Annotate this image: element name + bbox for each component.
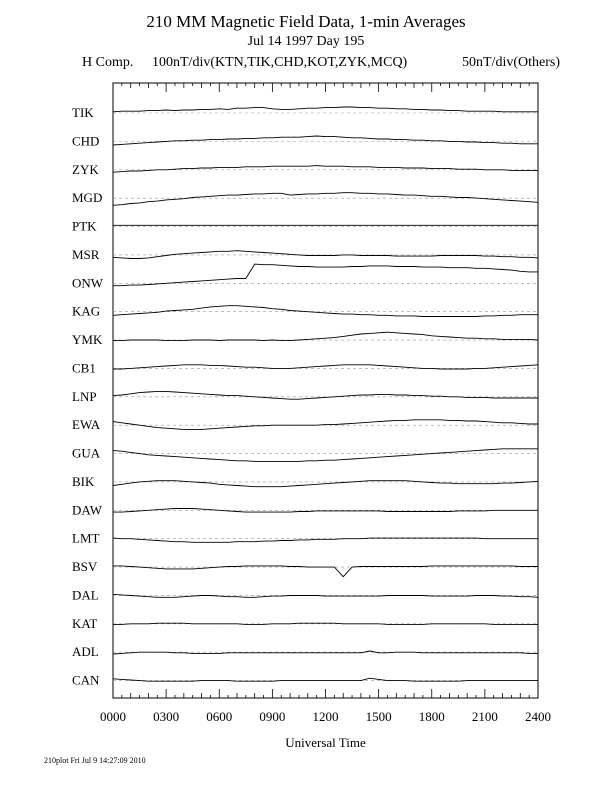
station-label-ptk: PTK [72,218,97,234]
scale-label-primary: 100nT/div(KTN,TIK,CHD,KOT,ZYK,MCQ) [152,55,408,70]
station-label-kat: KAT [72,615,98,631]
chart-subtitle: Jul 14 1997 Day 195 [247,34,365,49]
x-tick-label: 1800 [418,709,445,724]
component-label: H Comp. [82,55,134,70]
series-line-onw [113,264,538,286]
series-line-ymk [113,332,538,340]
station-label-adl: ADL [72,644,99,660]
station-label-ewa: EWA [72,417,101,433]
x-tick-label: 2400 [525,709,551,724]
footer-stamp: 210plot Fri Jul 9 14:27:09 2010 [44,756,146,765]
station-label-lnp: LNP [72,388,97,404]
series-line-bsv [113,566,538,577]
series-line-dal [113,594,538,597]
station-label-ymk: YMK [72,332,103,348]
station-label-cb1: CB1 [72,360,96,376]
station-label-chd: CHD [72,133,100,149]
station-label-bsv: BSV [72,559,98,575]
series-line-lnp [113,391,538,399]
series-line-mgd [113,193,538,206]
station-label-bik: BIK [72,473,95,489]
scale-label-secondary: 50nT/div(Others) [462,55,560,70]
plot-frame [113,83,538,698]
series-line-can [113,678,538,681]
station-label-zyk: ZYK [72,161,99,177]
series-line-bik [113,481,538,487]
station-label-msr: MSR [72,246,100,262]
x-axis-label: Universal Time [285,735,366,750]
series-line-gua [113,449,538,462]
chart-title: 210 MM Magnetic Field Data, 1-min Averages [146,12,466,31]
x-tick-label: 0300 [153,709,180,724]
series-line-adl [113,651,538,654]
series-line-kag [113,306,538,317]
station-label-daw: DAW [72,502,103,518]
station-label-can: CAN [72,672,100,688]
x-tick-label: 0600 [206,709,233,724]
station-label-tik: TIK [72,105,94,120]
series-line-zyk [113,166,538,173]
x-tick-label: 0900 [259,709,286,724]
station-label-lmt: LMT [72,530,100,546]
station-label-mgd: MGD [72,190,103,206]
x-tick-label: 1500 [365,709,392,724]
series-line-chd [113,136,538,145]
station-label-dal: DAL [72,587,99,603]
series-line-tik [113,107,538,112]
station-label-kag: KAG [72,303,101,319]
x-tick-label: 0000 [100,709,126,724]
station-label-onw: ONW [72,275,104,291]
x-tick-label: 1200 [312,709,339,724]
x-tick-label: 2100 [471,709,498,724]
series-line-ewa [113,420,538,430]
station-label-gua: GUA [72,445,101,461]
